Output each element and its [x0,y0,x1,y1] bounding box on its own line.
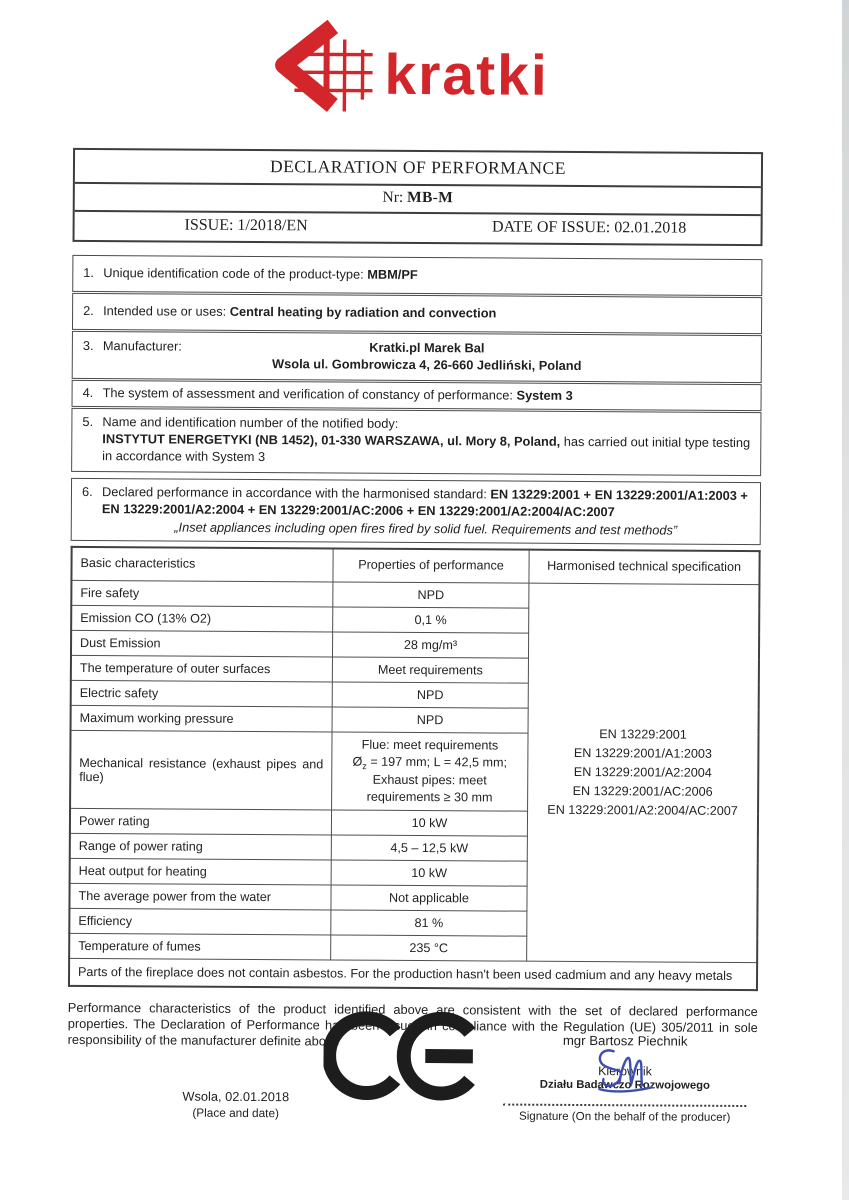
kratki-logo-icon [268,19,569,115]
table-row: Dust Emission 28 mg/m³ [71,630,759,659]
col-header-basic-characteristics: Basic characteristics [71,547,333,582]
col-header-properties: Properties of performance [333,548,529,583]
date-of-issue: DATE OF ISSUE: 02.01.2018 [491,218,687,237]
harmonised-standards-inline: EN 13229:2001 + EN 13229:2001/A1:2003 + EN 13229:2001/A2:2004 + EN 13229:2001/AC:2006 + EN 13229:2001/A2:2004/AC:2007 [101,486,748,520]
logo-brand-text: kratki [384,42,549,108]
table-row: The average power from the water Not applicable [69,884,757,913]
section-number: 3. [82,337,94,353]
table-row: Fire safety NPD EN 13229:2001 EN 13229:2001/A1:2003 EN 13229:2001/A2:2004 EN 13229:2001/AC:2006 EN 13229:2001/A2:2004/AC:2007 [71,580,759,609]
section-number: 6. [81,484,93,500]
nr-value: MB-M [407,188,454,207]
section-number: 5. [82,414,94,430]
section-number: 1. [83,264,95,281]
section-1-label: Unique identification code of the product-type: [103,265,364,282]
section-number: 4. [82,384,94,400]
asbestos-footnote: Parts of the fireplace does not contain asbestos. For the production hasn't been used cadmium and any heavy metals [69,959,757,991]
section-6-label: Declared performance in accordance with the harmonised standard: [101,484,487,502]
declaration-statement: Performance characteristics of the product identified above are consistent with the set of declared performance properties. The Declaration of Performance has been issued in compliance with the Regulation (UE) 305/2011 in sole responsibility of the manufacturer definite above [67,1000,758,1049]
section-4-value: System 3 [516,387,573,403]
document-number-row [75,184,761,216]
numbered-sections [71,255,763,545]
signer-name: mgr Bartosz Piechnik [562,1032,688,1049]
signer-title: Kierownik [598,1064,652,1079]
table-header-row [71,547,759,585]
section-4-avcp-system [72,379,762,411]
handwritten-signature-icon [591,1043,657,1101]
table-row: Heat output for heating 10 kW [70,859,758,888]
standard-quote: „Inset appliances including open fires fired by solid fuel. Requirements and test methods” [174,519,678,538]
manufacturer-name: Kratki.pl Marek Bal [369,339,485,356]
harmonised-standard: EN 13229:2001/A1:2003 [573,746,712,761]
section-6-declared-performance [71,478,761,545]
signature-block [503,1033,747,1124]
performance-table [68,546,761,992]
issue-row [75,212,761,244]
table-row-mechanical-resistance: Mechanical resistance (exhaust pipes and flue) Flue: meet requirements $Ø_z = 197$ mm; L = 42,5 mm; Exhaust pipes: meet requirements ≥ 30 mm [70,730,758,813]
harmonised-standard: EN 13229:2001/A2:2004/AC:2007 [547,802,738,818]
kratki-logo [73,0,764,116]
notified-body-name: INSTYTUT ENERGETYKI (NB 1452), 01-330 WARSZAWA, ul. Mory 8, Poland, [102,431,561,450]
signature-caption: Signature (On the behalf of the producer) [518,1109,731,1124]
harmonised-spec-cell [527,583,760,963]
section-2-intended-use [72,293,762,334]
section-2-label: Intended use or uses: [103,302,227,319]
table-row: Temperature of fumes 235 °C [69,934,757,963]
mechanical-resistance-value: Flue: meet requirements $Ø_z = 197$ mm; L = 42,5 mm; Exhaust pipes: meet requirements ≥ 30 mm [331,732,528,812]
signature-dotted-line [503,1104,746,1107]
page-content [67,0,764,1200]
table-row: Emission CO (13% O2) 0,1 % [71,605,759,634]
nr-label: Nr: [382,188,404,206]
section-1-product-type [72,255,762,296]
header-table [73,148,764,246]
harmonised-standard: EN 13229:2001 [599,727,687,742]
section-2-value: Central heating by radiation and convection [229,303,497,321]
scan-edge-shadow [842,0,849,1200]
ce-mark-icon [323,1004,492,1112]
harmonised-standard: EN 13229:2001/A2:2004 [573,765,712,780]
table-row: Electric safety NPD [71,680,759,709]
harmonised-standard: EN 13229:2001/AC:2006 [572,783,713,799]
place-date-label: (Place and date) [192,1105,280,1120]
section-3-manufacturer [72,331,762,383]
manufacturer-address: Wsola ul. Gombrowicza 4, 26-660 Jedliński, Poland [272,355,582,373]
table-row: Efficiency 81 % [69,909,757,938]
table-row: Maximum working pressure NPD [71,705,759,734]
section-5-notified-body [71,408,761,476]
table-row: Range of power rating 4,5 – 12,5 kW [70,834,758,863]
section-5-label: Name and identification number of the notified body: [102,414,399,432]
section-5-rest: has carried out initial type testing in accordance with System 3 [102,434,751,465]
section-3-label: Manufacturer: [102,337,182,354]
section-4-label: The system of assessment and verification of constancy of performance: [102,384,514,403]
table-row: Power rating 10 kW [70,809,758,838]
place-and-date [143,1088,328,1121]
issue-value: ISSUE: 1/2018/EN [184,216,308,235]
section-1-value: MBM/PF [367,266,418,282]
table-row: The temperature of outer surfaces Meet requirements [71,655,759,684]
table-footnote-row [69,959,757,991]
signer-department: Działu Badawczo Rozwojowego [539,1078,710,1092]
section-number: 2. [83,302,94,318]
col-header-harmonised: Harmonised technical specification [529,549,760,584]
place-date-value: Wsola, 02.01.2018 [182,1088,290,1105]
document-title: DECLARATION OF PERFORMANCE [75,150,761,188]
